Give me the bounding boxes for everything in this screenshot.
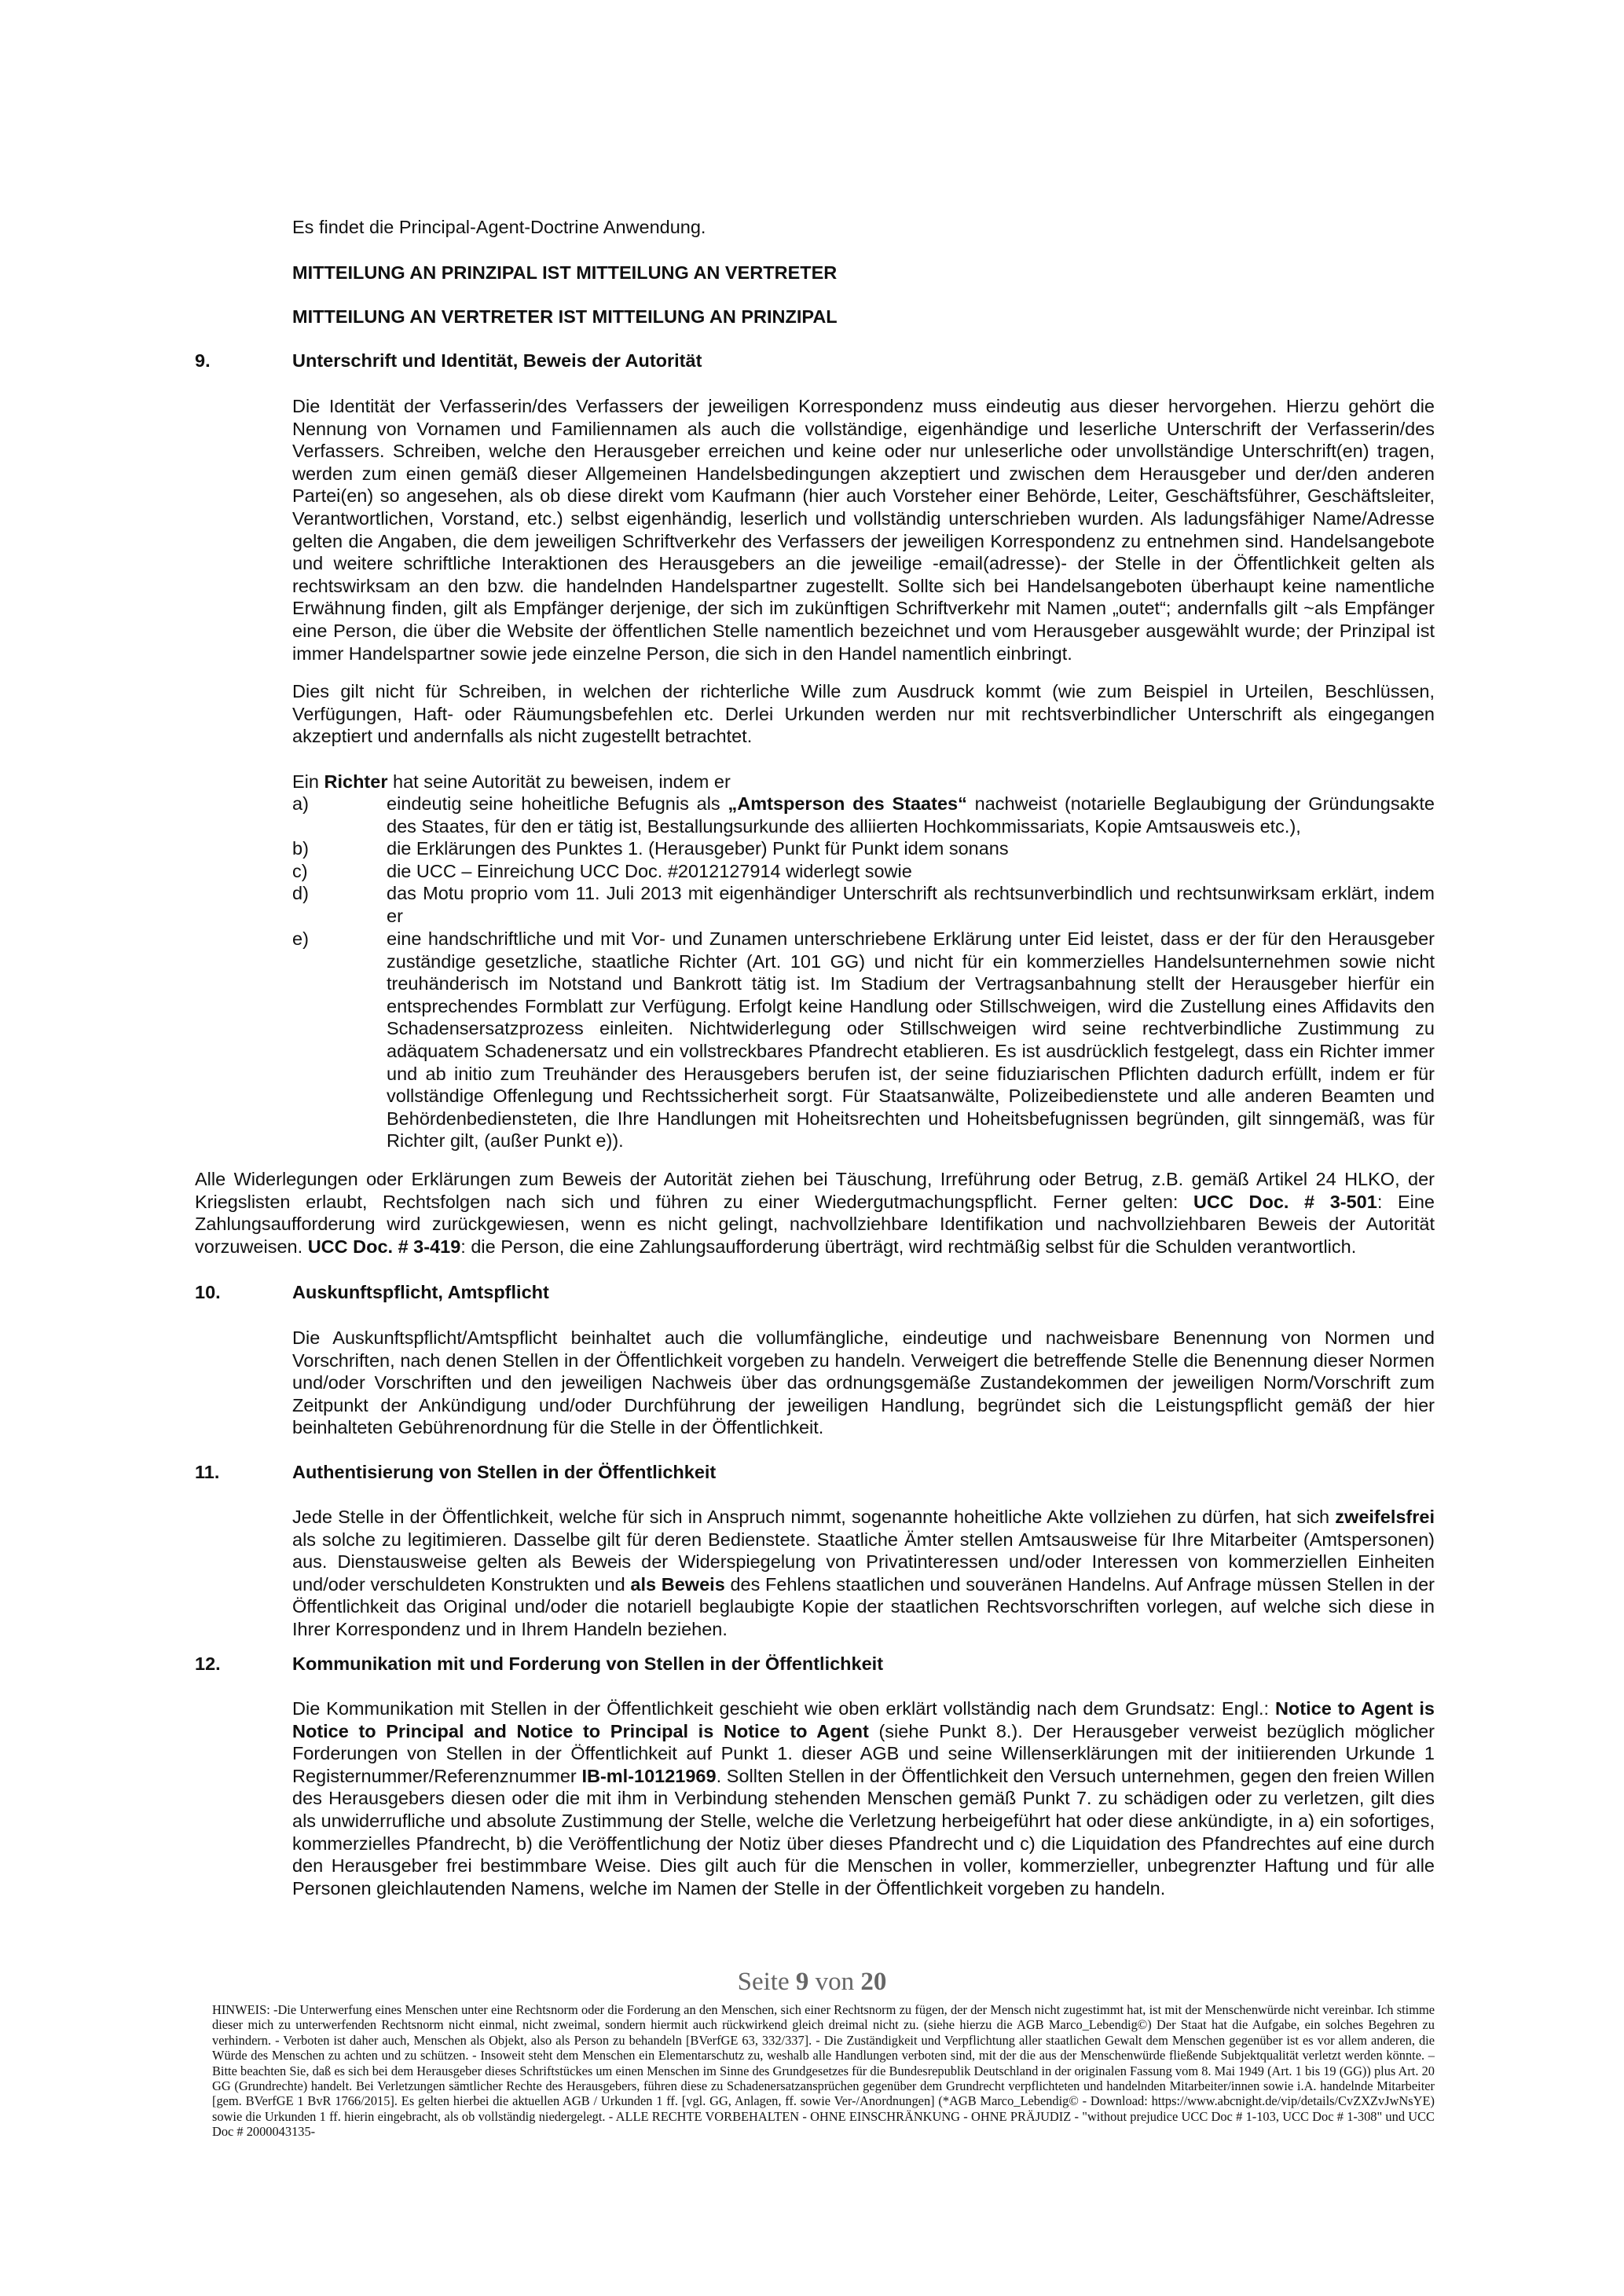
list-item-label: b) <box>292 838 309 859</box>
section-9-number: 9. <box>195 350 211 371</box>
section-10-number: 10. <box>195 1282 221 1302</box>
zweifelsfrei-term: zweifelsfrei <box>1335 1507 1435 1527</box>
principal-agent-doctrine: Es findet die Principal-Agent-Doctrine Anwendung. <box>292 217 706 237</box>
total-pages: 20 <box>860 1968 887 1996</box>
richter-term: Richter <box>324 771 388 792</box>
section-11-number: 11. <box>195 1462 220 1482</box>
list-item-label: d) <box>292 883 309 903</box>
section-10-title: Auskunftspflicht, Amtspflicht <box>292 1282 549 1302</box>
ucc-3-501: UCC Doc. # 3-501 <box>1193 1191 1377 1212</box>
notice-to-agent-term: Notice to Agent is Notice to Principal and Notice to Principal is Notice to Agent <box>292 1698 1435 1741</box>
reference-number: IB-ml-10121969 <box>581 1765 717 1786</box>
section-9-paragraph-identity: Die Identität der Verfasserin/des Verfassers der jeweiligen Korrespondenz muss eindeutig aus dieser hervorgehen. Hierzu gehört die Nennung von Vornamen und Familiennamen als auch die vollständige, eigenhändige und leserliche Unterschrift der Verfasserin/des Verfassers. Schreiben, welche den Herausgeber erreichen und keine oder nur unleserliche oder unvollständige Unterschrift(en) tragen, werden zum einen gemäß dieser Allgemeinen Handelsbedingungen akzeptiert und zwischen dem Herausgeber und der/den anderen Partei(en) so angesehen, als ob diese direkt vom Kaufmann (hier auch Vorsteher einer Behörde, Leiter, Geschäftsführer, Geschäftsleiter, Verantwortlichen, Vorstand, etc.) selbst eigenhändig, leserlich und vollständig unterschrieben wurden. Als ladungsfähiger Name/Adresse gelten die Angaben, die dem jeweiligen Schriftverkehr des Verfassers der jeweiligen Korrespondenz zu entnehmen sind. Handelsangebote und weitere schriftliche Interaktionen des Herausgebers an die jeweilige -email(adresse)- der Stelle in der Öffentlichkeit gelten als rechtswirksam an den bzw. die handelnden Handelspartner zugestellt. Sollte sich bei Handelsangeboten überhaupt keine namentliche Erwähnung finden, gilt als Empfänger derjenige, der sich im zukünftigen Schriftverkehr mit Namen „outet“; andernfalls gilt ~als Empfänger eine Person, die über die Website der öffentlichen Stelle namentlich bezeichnet und vom Herausgeber ausgewählt wurde; der Prinzipal ist immer Handelspartner sowie jede einzelne Person, die sich in den Handel namentlich einbringt. <box>292 396 1435 664</box>
list-item-c: die UCC – Einreichung UCC Doc. #2012127914 widerlegt sowie <box>387 861 912 881</box>
section-10-paragraph: Die Auskunftspflicht/Amtspflicht beinhaltet auch die vollumfängliche, eindeutige und nachweisbare Benennung von Normen und Vorschriften, nach denen Stellen in der Öffentlichkeit vorgeben zu handeln. Verweigert die betreffende Stelle die Benennung dieser Normen und/oder Vorschriften und den jeweiligen Nachweis über das ordnungsgemäße Zustandekommen der jeweiligen Norm/Vorschrift zum Zeitpunkt der Ankündigung und/oder Durchführung der jeweiligen Handlung, begründet sich die Leistungspflicht gemäß der hier beinhalteten Gebührenordnung für die Stelle in der Öffentlichkeit. <box>292 1327 1435 1438</box>
list-item-label: a) <box>292 793 309 814</box>
ucc-3-419: UCC Doc. # 3-419 <box>307 1236 461 1257</box>
section-11-title: Authentisierung von Stellen in der Öffentlichkeit <box>292 1462 717 1482</box>
list-item-e: eine handschriftliche und mit Vor- und Zunamen unterschriebene Erklärung unter Eid leistet, dass er der für den Herausgeber zuständige gesetzliche, staatliche Richter (Art. 101 GG) und nicht für ein kommerzielles Handelsunternehmen sowie nicht treuhänderisch im Notstand und Bankrott tätig ist. Im Stadium der Vertragsanbahnung stellt der Herausgeber hierfür ein entsprechendes Formblatt zur Verfügung. Erfolgt keine Handlung oder Stillschweigen, wird die Zustellung eines Affidavits den Schadensersatzprozess einleiten. Nichtwiderlegung oder Stillschweigen wird seine rechtverbindliche Zustimmung zu adäquatem Schadenersatz und ein vollstreckbares Pfandrecht etablieren. Es ist ausdrücklich festgelegt, dass ein Richter immer und ab initio zum Treuhänder des Herausgebers berufen ist, der seine fiduziarischen Pflichten dadurch erfüllt, indem er für vollständige Offenlegung und Rechtssicherheit sorgt. Für Staatsanwälte, Polizeibedienstete und alle anderen Beamten und Behördenbediensteten, die Ihre Handlungen mit Hoheitsrechten und Hoheitsbefugnissen begründen, gilt sinngemäß, was für Richter gilt, (außer Punkt e)). <box>387 928 1435 1152</box>
section-12-paragraph: Die Kommunikation mit Stellen in der Öffentlichkeit geschieht wie oben erklärt vollständig nach dem Grundsatz: Engl.: Notice to Agent is Notice to Principal and Notice to Principal is Notice to Agent (siehe Punkt 8.). Der Herausgeber verweist bezüglich möglicher Forderungen von Stellen in der Öffentlichkeit auf Punkt 1. dieser AGB und seine Willenserklärungen mit der initiierenden Urkunde 1 Registernummer/Referenznummer IB-ml-10121969. Sollten Stellen in der Öffentlichkeit den Versuch unternehmen, gegen den freien Willen des Herausgebers diesen oder die mit ihm in Verbindung stehenden Menschen gemäß Punkt 7. zu schädigen oder zu verletzen, gilt dies als unwiderrufliche und absolute Zustimmung der Stelle, welche die Verletzung herbeigeführt hat oder diese ankündigte, in a) ein sofortiges, kommerzielles Pfandrecht, b) die Veröffentlichung der Notiz über dieses Pfandrecht und c) die Liquidation des Pfandrechtes auf eine durch den Herausgeber frei bestimmbare Weise. Dies gilt auch für die Menschen in voller, kommerzieller, unbegrenzter Haftung und für alle Personen gleichlautenden Namens, welche im Namen der Stelle in der Öffentlichkeit vorgeben zu handeln. <box>292 1698 1435 1899</box>
amtsperson-quote: „Amtsperson des Staates“ <box>728 793 967 814</box>
page-number: Seite 9 von 20 <box>737 1968 887 1996</box>
section-9-paragraph-exceptions: Dies gilt nicht für Schreiben, in welchen der richterliche Wille zum Ausdruck kommt (wie zum Beispiel in Urteilen, Beschlüssen, Verfügungen, Haft- oder Räumungsbefehlen etc. Derlei Urkunden werden nur mit rechtsverbindlicher Unterschrift als eingegangen akzeptiert und andernfalls als nicht zugestellt betrachtet. <box>292 681 1435 747</box>
section-12-title: Kommunikation mit und Forderung von Stellen in der Öffentlichkeit <box>292 1653 884 1674</box>
maxim-agent: MITTEILUNG AN VERTRETER IST MITTEILUNG AN PRINZIPAL <box>292 306 838 327</box>
list-item-a: eindeutig seine hoheitliche Befugnis als „Amtsperson des Staates“ nachweist (notarielle Beglaubigung der Gründungsakte des Staates, für den er tätig ist, Bestallungsurkunde des alliierten Hochkommissariats, Kopie Amtsausweis etc.), <box>387 793 1435 837</box>
list-item-b: die Erklärungen des Punktes 1. (Herausgeber) Punkt für Punkt idem sonans <box>387 838 1009 859</box>
section-11-paragraph: Jede Stelle in der Öffentlichkeit, welche für sich in Anspruch nimmt, sogenannte hoheitliche Akte vollziehen zu dürfen, hat sich zweifelsfrei als solche zu legitimieren. Dasselbe gilt für deren Bedienstete. Staatliche Ämter stellen Amtsausweise für Ihre Mitarbeiter (Amtspersonen) aus. Dienstausweise gelten als Beweis der Widerspiegelung von Privatinteressen und/oder Interessen von kommerziellen Einheiten und/oder verschuldeten Konstrukten und als Beweis des Fehlens staatlichen und souveränen Handelns. Auf Anfrage müssen Stellen in der Öffentlichkeit das Original und/oder die notariell beglaubigte Kopie der staatlichen Rechtsvorschriften vorlegen, auf welche sich diese in Ihrer Korrespondenz und in Ihrem Handeln beziehen. <box>292 1507 1435 1639</box>
section-12-number: 12. <box>195 1653 221 1674</box>
list-item-label: c) <box>292 861 308 881</box>
section-9-paragraph-ucc: Alle Widerlegungen oder Erklärungen zum Beweis der Autorität ziehen bei Täuschung, Irreführung oder Betrug, z.B. gemäß Artikel 24 HLKO, der Kriegslisten erlaubt, Rechtsfolgen nach sich und führen zu einer Wiedergutmachungspflicht. Ferner gelten: UCC Doc. # 3-501: Eine Zahlungsaufforderung wird zurückgewiesen, wenn es nicht gelingt, nachvollziehbare Identifikation und nachvollziehbaren Beweis der Autorität vorzuweisen. UCC Doc. # 3-419: die Person, die eine Zahlungsaufforderung überträgt, wird rechtmäßig selbst für die Schulden verantwortlich. <box>195 1169 1435 1257</box>
richter-intro: Ein Richter hat seine Autorität zu beweisen, indem er <box>292 771 731 792</box>
legal-notice-footer: HINWEIS: -Die Unterwerfung eines Menschen unter eine Rechtsnorm oder die Forderung an den Menschen, sich einer Rechtsnorm zu fügen, der der Mensch nicht zugestimmt hat, ist mit der Menschenwürde nicht vereinbar. Ich stimme dieser mich zu unterwerfenden Rechtsnorm nicht einmal, nicht zweimal, sondern hiermit auch rückwirkend gleich dreimal nicht zu. (siehe hierzu die AGB Marco_Lebendig©) Der Staat hat die Aufgabe, ein solches Begehren zu verhindern. - Verboten ist daher auch, Menschen als Objekt, also als Person zu behandeln [BVerfGE 63, 332/337]. - Die Zuständigkeit und Verpflichtung aller staatlichen Gewalt dem Menschen gegenüber ist es vor allem anderen, die Würde des Menschen zu achten und zu schützen. - Insoweit steht dem Menschen ein Elementarschutz zu, weshalb alle Handlungen verboten sind, mit der die aus der Menschenwürde fließende Subjektqualität verletzt werden könnte. – Bitte beachten Sie, daß es sich bei dem Herausgeber dieses Schriftstückes um einen Menschen im Sinne des Grundgesetzes für die Bundesrepublik Deutschland in der originalen Fassung vom 8. Mai 1949 (Art. 1 bis 19 (GG)) plus Art. 20 GG (Grundrechte) handelt. Bei Verletzungen sämtlicher Rechte des Herausgebers, führen diese zu Schadenersatzansprüchen gegenüber dem Grundrecht verpflichteten und handelnden Mitarbeiter/innen sowie i.A. handelnde Mitarbeiter [gem. BVerfGE 1 BvR 1766/2015]. Es gelten hierbei die aktuellen AGB / Urkunden 1 ff. [vgl. GG, Anlagen, ff. sowie Ver-/Anordnungen] (*AGB Marco_Lebendig© - Download: https://www.abcnight.de/vip/details/CvZXZvJwNsYE) sowie die Urkunden 1 ff. hierin eingebracht, als ob vollständig niedergelegt. - ALLE RECHTE VORBEHALTEN - OHNE EINSCHRÄNKUNG - OHNE PRÄJUDIZ - "without prejudice UCC Doc # 1-103, UCC Doc # 1-308" und UCC Doc # 2000043135- <box>212 2002 1435 2140</box>
section-9-title: Unterschrift und Identität, Beweis der Autorität <box>292 350 702 371</box>
current-page: 9 <box>795 1968 809 1996</box>
list-item-d: das Motu proprio vom 11. Juli 2013 mit eigenhändiger Unterschrift als rechtsunverbindlich und rechtsunwirksam erklärt, indem er <box>387 883 1435 926</box>
list-item-label: e) <box>292 928 309 949</box>
als-beweis-term: als Beweis <box>630 1573 725 1595</box>
maxim-principal: MITTEILUNG AN PRINZIPAL IST MITTEILUNG AN VERTRETER <box>292 262 838 283</box>
